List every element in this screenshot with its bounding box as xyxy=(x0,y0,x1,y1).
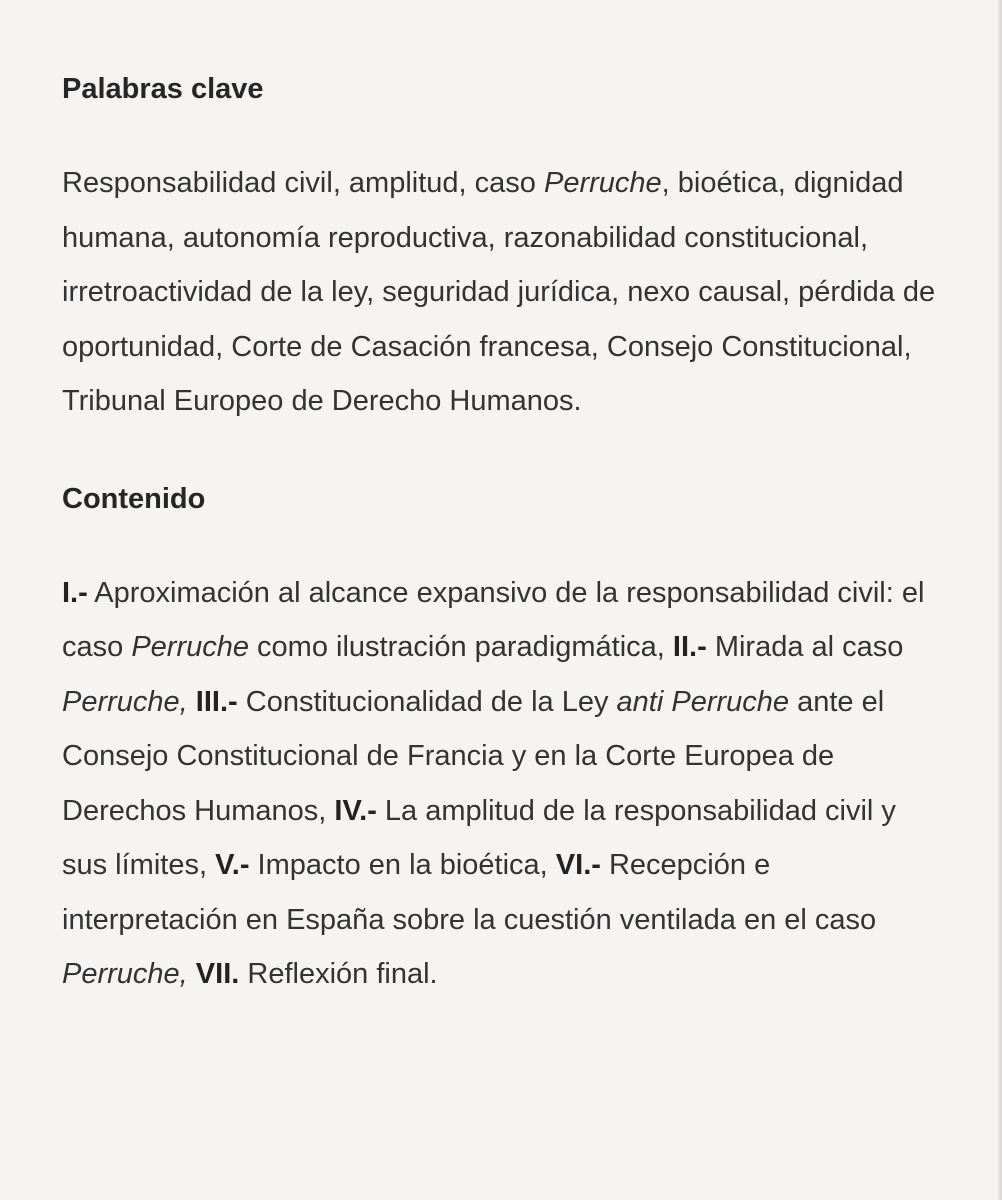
section-italic-term: anti Perruche xyxy=(616,685,790,718)
keywords-text: , bioética, dignidad humana, autonomía reproductiva, razonabilidad constitucional, irretroactividad de la ley, seguridad jurídica, nexo causal, pérdida de oportunidad, Corte de Casación francesa, Consejo Constitucional, Tribunal Europeo de Derecho Humanos. xyxy=(62,167,936,417)
section-title: ante el Consejo Constitucional de Francia y en la Corte Europea de Derechos Humanos, xyxy=(62,685,885,827)
keywords-heading: Palabras clave xyxy=(62,73,264,105)
section-number: III.- xyxy=(195,685,238,718)
section-title: Mirada al caso xyxy=(706,631,904,663)
separator-space xyxy=(188,958,196,990)
section-italic-term: Perruche, xyxy=(62,685,188,718)
section-number: VI.- xyxy=(555,849,601,881)
section-italic-term: Perruche xyxy=(131,631,249,663)
section-number: VII. xyxy=(195,958,240,990)
document-content xyxy=(62,62,942,1002)
section-title: Recepción e interpretación en España sobre la cuestión ventilada en el caso xyxy=(62,849,877,936)
section-number: IV.- xyxy=(334,794,377,827)
keywords-text: Responsabilidad civil, amplitud, caso xyxy=(62,167,544,199)
keywords-italic-term: Perruche xyxy=(543,167,662,199)
section-number: V.- xyxy=(215,849,250,881)
section-title: Impacto en la bioética, xyxy=(249,849,556,881)
contents-heading: Contenido xyxy=(62,482,206,515)
section-italic-term: Perruche, xyxy=(62,958,188,990)
section-title: Reflexión final. xyxy=(239,958,438,990)
section-title: como ilustración paradigmática, xyxy=(249,631,673,663)
section-number: I.- xyxy=(62,576,88,609)
section-number: II.- xyxy=(672,631,707,663)
contents-paragraph xyxy=(62,566,942,1002)
section-title: La amplitud de la responsabilidad civil y sus límites, xyxy=(62,794,896,881)
separator-space xyxy=(188,686,196,718)
section-title: Aproximación al alcance expansivo de la responsabilidad civil: el caso xyxy=(62,576,925,663)
page-edge-shadow xyxy=(998,0,1002,1200)
keywords-paragraph xyxy=(62,156,942,429)
section-title: Constitucionalidad de la Ley xyxy=(237,685,617,718)
